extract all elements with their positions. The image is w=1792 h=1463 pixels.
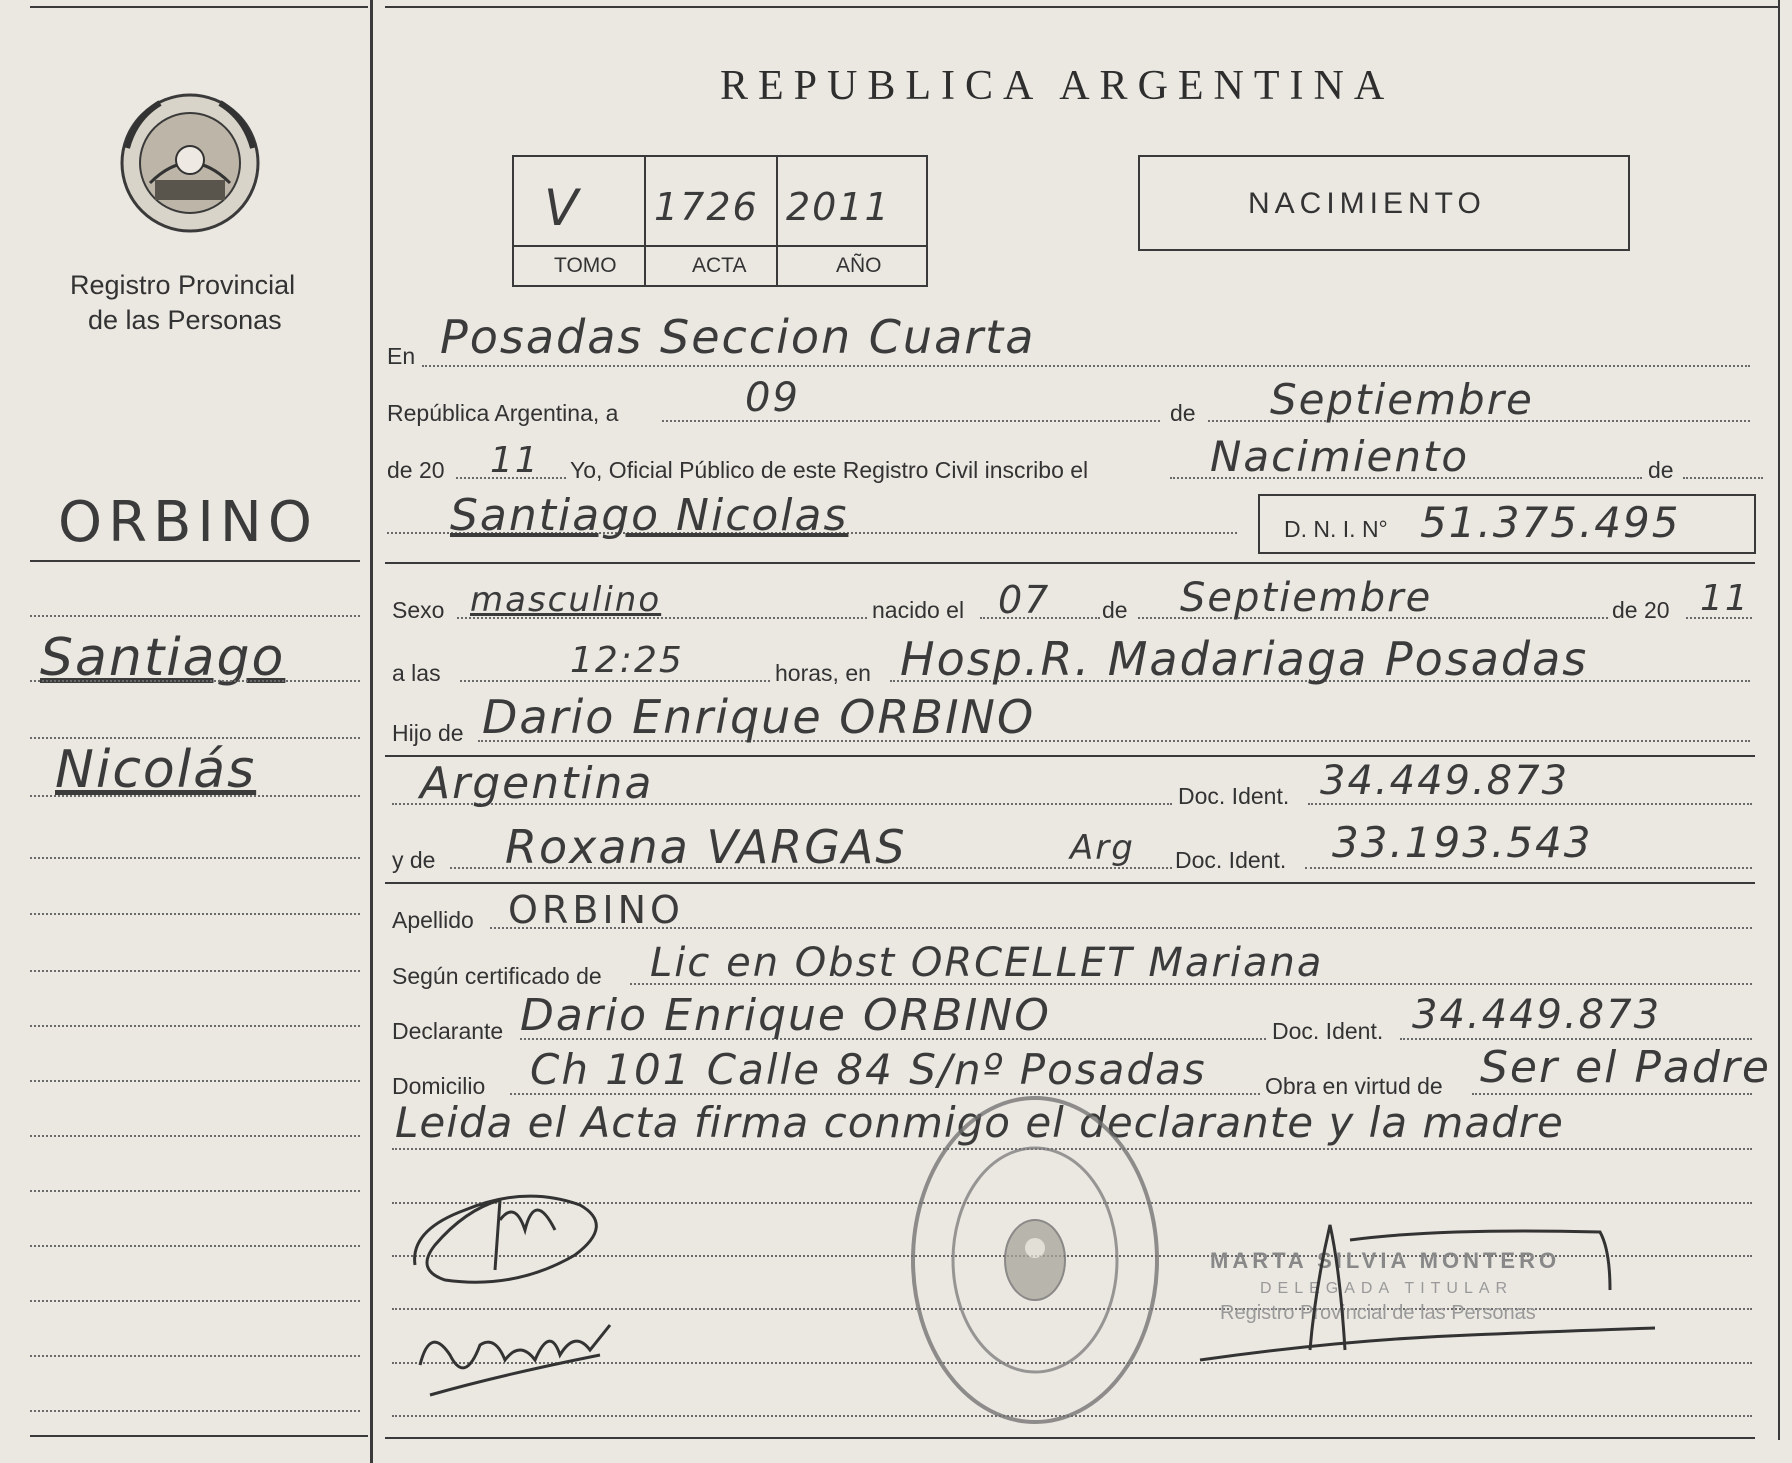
line-de-end: [1683, 477, 1763, 479]
label-doc-declarante: Doc. Ident.: [1272, 1018, 1384, 1044]
line-dia: [662, 420, 1160, 422]
bottom-rule: [385, 1437, 1755, 1439]
official-org: Registro Provincial de las Personas: [1220, 1302, 1536, 1324]
official-signature: [1140, 1210, 1660, 1380]
label-nacido: nacido el: [872, 597, 965, 623]
anio-value: 2011: [786, 185, 891, 229]
registry-line1: Registro Provincial: [70, 270, 296, 300]
top-rule-left: [30, 6, 368, 8]
label-doc-padre: Doc. Ident.: [1178, 783, 1290, 809]
margin-surname-rule: [30, 560, 360, 562]
margin-dots-2: [30, 680, 360, 682]
value-lugar-nac: Hosp.R. Madariaga Posadas: [900, 632, 1589, 686]
value-nombre: Santiago Nicolas: [450, 490, 849, 541]
label-declarante: Declarante: [392, 1018, 504, 1044]
label-segun: Según certificado de: [392, 963, 602, 989]
official-name: MARTA SILVIA MONTERO: [1210, 1248, 1561, 1273]
acta-label: ACTA: [692, 254, 747, 277]
label-de-mid: de: [1102, 597, 1128, 623]
label-yo: Yo, Oficial Público de este Registro Civil inscribo el: [570, 457, 1089, 483]
label-horas-en: horas, en: [775, 660, 871, 686]
madre-rule: [385, 882, 1755, 884]
value-lugar: Posadas Seccion Cuarta: [440, 310, 1036, 364]
label-de20-end: de 20: [1612, 597, 1670, 623]
value-anio-nac: 11: [1700, 578, 1750, 619]
margin-dots-15: [30, 1410, 360, 1412]
label-a-las: a las: [392, 660, 441, 686]
country-title: REPUBLICA ARGENTINA: [720, 63, 1395, 109]
margin-dots-5: [30, 857, 360, 859]
padre-rule: [385, 755, 1755, 757]
value-acto: Nacimiento: [1210, 432, 1470, 481]
value-nac-madre: Arg: [1070, 828, 1135, 868]
value-madre: Roxana VARGAS: [505, 820, 907, 874]
official-role: DELEGADA TITULAR: [1260, 1280, 1514, 1297]
tomo-value: V: [544, 179, 581, 237]
label-hijo-de: Hijo de: [392, 720, 464, 746]
margin-bottom-rule: [30, 1435, 368, 1437]
margin-divider: [370, 0, 373, 1463]
margin-dots-6: [30, 913, 360, 915]
dni-box: [1258, 494, 1756, 554]
margin-dots-7: [30, 970, 360, 972]
anio-label: AÑO: [836, 254, 882, 277]
label-sexo: Sexo: [392, 597, 445, 623]
registry-box-divider: [514, 245, 926, 247]
tomo-label: TOMO: [554, 254, 617, 277]
line-doc-madre: [1305, 867, 1752, 869]
value-doc-madre: 33.193.543: [1332, 818, 1593, 867]
value-dia: 09: [745, 375, 800, 421]
label-de-1: de: [1170, 400, 1196, 426]
provincia-misiones-seal: [115, 88, 265, 238]
doc-type-box: [1138, 155, 1630, 251]
mother-signature: [410, 1305, 620, 1405]
margin-dots-3: [30, 737, 360, 739]
margin-dots-14: [30, 1355, 360, 1357]
margin-dots-11: [30, 1190, 360, 1192]
value-anio: 11: [490, 440, 540, 481]
label-dni: D. N. I. N°: [1284, 516, 1388, 542]
doc-type: NACIMIENTO: [1248, 187, 1486, 220]
line-en: [422, 365, 1750, 367]
label-de-end: de: [1648, 457, 1674, 483]
value-certificado: Lic en Obst ORCELLET Mariana: [650, 940, 1324, 986]
registry-stamp: [905, 1090, 1165, 1430]
value-obra: Ser el Padre: [1480, 1042, 1771, 1093]
margin-dots-10: [30, 1135, 360, 1137]
margin-name2: Nicolás: [55, 740, 257, 800]
label-republica: República Argentina, a: [387, 400, 619, 426]
value-padre: Dario Enrique ORBINO: [482, 690, 1036, 744]
right-border: [1778, 0, 1780, 1440]
declarant-signature: [405, 1170, 635, 1300]
acta-value: 1726: [654, 185, 759, 229]
value-doc-padre: 34.449.873: [1320, 758, 1570, 804]
value-apellido: ORBINO: [508, 888, 684, 932]
label-de20: de 20: [387, 457, 445, 483]
section-divider: [385, 562, 1755, 564]
value-dni: 51.375.495: [1420, 498, 1681, 547]
margin-surname: ORBINO: [58, 490, 318, 555]
label-apellido: Apellido: [392, 907, 474, 933]
label-y-de: y de: [392, 847, 436, 873]
value-sexo: masculino: [470, 580, 662, 620]
line-doc-declarante: [1400, 1038, 1752, 1040]
margin-dots-13: [30, 1300, 360, 1302]
value-leida: Leida el Acta firma conmigo el declarante y la madre: [395, 1098, 1564, 1147]
label-doc-madre: Doc. Ident.: [1175, 847, 1287, 873]
value-domicilio: Ch 101 Calle 84 S/nº Posadas: [530, 1045, 1207, 1094]
value-mes: Septiembre: [1270, 375, 1534, 424]
value-declarante: Dario Enrique ORBINO: [520, 990, 1051, 1041]
top-rule-right: [385, 6, 1780, 8]
margin-dots-1: [30, 615, 360, 617]
margin-dots-4: [30, 795, 360, 797]
margin-dots-8: [30, 1025, 360, 1027]
margin-dots-9: [30, 1080, 360, 1082]
margin-name1: Santiago: [40, 628, 286, 688]
value-doc-declarante: 34.449.873: [1412, 992, 1662, 1038]
label-obra: Obra en virtud de: [1265, 1073, 1443, 1099]
margin-dots-12: [30, 1245, 360, 1247]
value-dia-nac: 07: [998, 578, 1051, 622]
value-nac-padre: Argentina: [420, 758, 654, 809]
value-hora: 12:25: [570, 640, 684, 681]
label-en: En: [387, 343, 416, 369]
label-domicilio: Domicilio: [392, 1073, 486, 1099]
registry-numbers-box: [512, 155, 928, 287]
value-mes-nac: Septiembre: [1180, 575, 1433, 621]
line-obra: [1472, 1093, 1752, 1095]
registry-line2: de las Personas: [88, 305, 282, 335]
